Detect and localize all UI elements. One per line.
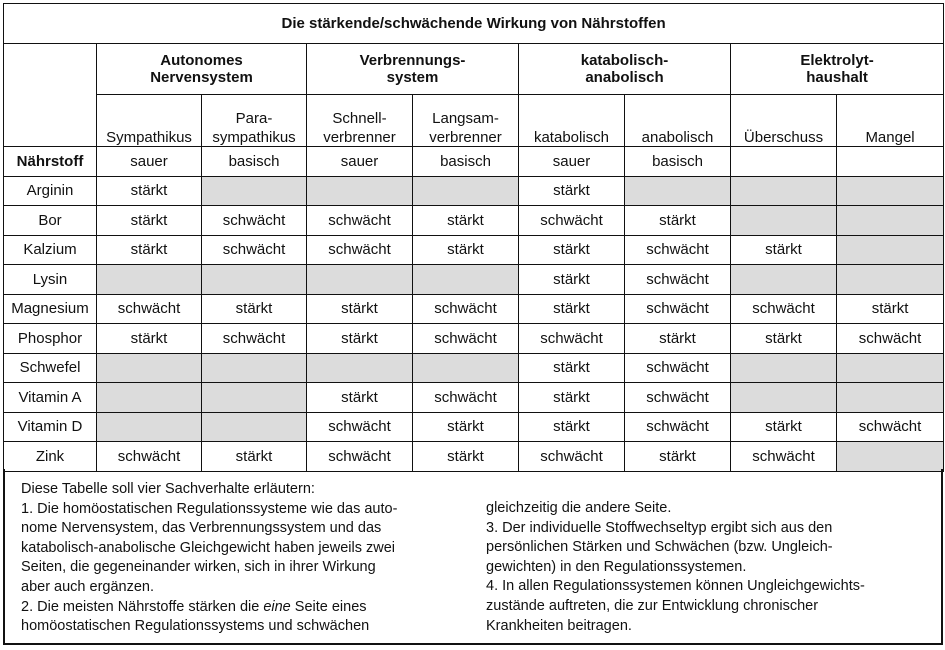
effect-cell: stärkt <box>97 206 202 236</box>
effect-cell: schwächt <box>202 235 307 265</box>
effect-cell: schwächt <box>307 442 413 472</box>
effect-cell <box>97 412 202 442</box>
effect-cell <box>97 265 202 295</box>
table-row <box>4 176 944 206</box>
effect-cell: stärkt <box>307 383 413 413</box>
effect-cell: stärkt <box>413 206 519 236</box>
nutrient-name: Arginin <box>4 176 97 206</box>
effect-cell <box>413 176 519 206</box>
effect-cell <box>202 265 307 295</box>
note-line: Krankheiten beitragen. <box>486 617 632 634</box>
effect-cell: stärkt <box>307 324 413 354</box>
effect-cell <box>731 176 837 206</box>
effect-cell: schwächt <box>837 324 944 354</box>
effect-cell: schwächt <box>413 383 519 413</box>
effect-cell <box>97 353 202 383</box>
nutrient-name: Vitamin D <box>4 412 97 442</box>
effect-cell <box>413 353 519 383</box>
note-line: zustände auftreten, die zur Entwicklung chronischer <box>486 597 819 614</box>
effect-cell: schwächt <box>202 206 307 236</box>
effect-cell: schwächt <box>307 412 413 442</box>
table-row <box>4 412 944 442</box>
effect-cell <box>97 383 202 413</box>
effect-cell: stärkt <box>97 235 202 265</box>
group-header: Verbrennungs- system <box>307 44 519 95</box>
notes-left-column <box>21 480 471 637</box>
effect-cell: stärkt <box>519 235 625 265</box>
effect-cell: schwächt <box>625 383 731 413</box>
effect-cell: stärkt <box>625 206 731 236</box>
group-header: Autonomes Nervensystem <box>97 44 307 95</box>
effect-cell: schwächt <box>307 235 413 265</box>
nutrient-name: Vitamin A <box>4 383 97 413</box>
note-line: gleichzeitig die andere Seite. <box>486 500 672 516</box>
column-header: Mangel <box>837 95 944 147</box>
table-row <box>4 265 944 295</box>
naehrstoff-label: Nährstoff <box>4 147 97 177</box>
column-header: Sympathikus <box>97 95 202 147</box>
effect-cell: stärkt <box>413 235 519 265</box>
table-row <box>4 353 944 383</box>
ph-cell: basisch <box>625 147 731 177</box>
effect-cell: stärkt <box>519 383 625 413</box>
effect-cell: stärkt <box>731 324 837 354</box>
table-row <box>4 442 944 472</box>
ph-cell: basisch <box>202 147 307 177</box>
column-header: Para- sympathikus <box>202 95 307 147</box>
effect-cell <box>307 353 413 383</box>
effect-cell <box>307 265 413 295</box>
effect-cell <box>837 442 944 472</box>
effect-cell: stärkt <box>202 294 307 324</box>
note-line: aber auch ergänzen. <box>21 578 155 595</box>
note-line: Seiten, die gegeneinander wirken, sich in ihrer Wirkung <box>21 559 376 576</box>
effect-cell <box>731 353 837 383</box>
effect-cell <box>731 265 837 295</box>
effect-cell: schwächt <box>731 294 837 324</box>
effect-cell <box>837 206 944 236</box>
effect-cell: stärkt <box>731 235 837 265</box>
note-line: nome Nervensystem, das Verbrennungssystem und das <box>21 520 382 537</box>
notes-panel <box>3 469 943 645</box>
effect-cell: schwächt <box>625 412 731 442</box>
effect-cell: stärkt <box>519 294 625 324</box>
effect-cell: schwächt <box>202 324 307 354</box>
notes-right-column <box>486 499 926 636</box>
effect-cell <box>202 353 307 383</box>
effect-cell: schwächt <box>413 294 519 324</box>
effect-cell: schwächt <box>519 206 625 236</box>
effect-cell: schwächt <box>97 294 202 324</box>
corner-cell <box>4 44 97 147</box>
effect-cell <box>837 265 944 295</box>
table-title: Die stärkende/schwächende Wirkung von Nährstoffen <box>4 4 944 44</box>
group-header: katabolisch- anabolisch <box>519 44 731 95</box>
effect-cell: schwächt <box>519 442 625 472</box>
column-header: katabolisch <box>519 95 625 147</box>
note-line: Diese Tabelle soll vier Sachverhalte erläutern: <box>21 481 315 497</box>
effect-cell: stärkt <box>413 442 519 472</box>
nutrient-name: Bor <box>4 206 97 236</box>
nutrient-effect-table <box>3 3 944 472</box>
effect-cell: stärkt <box>837 294 944 324</box>
note-line: katabolisch-anabolische Gleichgewicht haben jeweils zwei <box>21 539 395 556</box>
nutrient-name: Kalzium <box>4 235 97 265</box>
effect-cell: schwächt <box>837 412 944 442</box>
note-line: 3. Der individuelle Stoffwechseltyp ergibt sich aus den <box>486 519 833 536</box>
note-line: persönlichen Stärken und Schwächen (bzw. Ungleich- <box>486 539 833 556</box>
effect-cell: stärkt <box>97 176 202 206</box>
effect-cell <box>837 176 944 206</box>
effect-cell <box>307 176 413 206</box>
ph-cell: sauer <box>97 147 202 177</box>
ph-cell: sauer <box>519 147 625 177</box>
nutrient-name: Phosphor <box>4 324 97 354</box>
ph-cell <box>731 147 837 177</box>
effect-cell: schwächt <box>625 265 731 295</box>
effect-cell: schwächt <box>731 442 837 472</box>
effect-cell: stärkt <box>519 412 625 442</box>
effect-cell: stärkt <box>625 324 731 354</box>
column-header: Schnell- verbrenner <box>307 95 413 147</box>
effect-cell: stärkt <box>307 294 413 324</box>
effect-cell: schwächt <box>625 235 731 265</box>
nutrient-name: Lysin <box>4 265 97 295</box>
effect-cell: stärkt <box>519 353 625 383</box>
table-row <box>4 294 944 324</box>
column-header: anabolisch <box>625 95 731 147</box>
ph-cell <box>837 147 944 177</box>
effect-cell <box>837 353 944 383</box>
note-line: 4. In allen Regulationssystemen können Ungleichgewichts- <box>486 578 865 595</box>
effect-cell: schwächt <box>97 442 202 472</box>
column-header: Überschuss <box>731 95 837 147</box>
note-line: 1. Die homöostatischen Regulationssysteme wie das auto- <box>21 500 398 517</box>
effect-cell <box>202 412 307 442</box>
effect-cell <box>837 383 944 413</box>
effect-cell <box>202 176 307 206</box>
table-row <box>4 206 944 236</box>
effect-cell: schwächt <box>307 206 413 236</box>
nutrient-name: Schwefel <box>4 353 97 383</box>
effect-cell: stärkt <box>731 412 837 442</box>
effect-cell: stärkt <box>625 442 731 472</box>
table-row <box>4 383 944 413</box>
effect-cell: stärkt <box>519 176 625 206</box>
effect-cell: schwächt <box>625 294 731 324</box>
effect-cell: stärkt <box>413 412 519 442</box>
note-line: homöostatischen Regulationssystems und schwächen <box>21 618 370 635</box>
ph-cell: basisch <box>413 147 519 177</box>
effect-cell <box>625 176 731 206</box>
effect-cell: stärkt <box>519 265 625 295</box>
effect-cell: stärkt <box>202 442 307 472</box>
column-header: Langsam- verbrenner <box>413 95 519 147</box>
effect-cell: schwächt <box>519 324 625 354</box>
ph-cell: sauer <box>307 147 413 177</box>
nutrient-name: Zink <box>4 442 97 472</box>
table-row <box>4 235 944 265</box>
effect-cell <box>202 383 307 413</box>
effect-cell <box>731 206 837 236</box>
note-line: gewichten) in den Regulationssystemen. <box>486 558 747 575</box>
effect-cell <box>731 383 837 413</box>
effect-cell <box>413 265 519 295</box>
effect-cell <box>837 235 944 265</box>
effect-cell: stärkt <box>97 324 202 354</box>
effect-cell: schwächt <box>413 324 519 354</box>
note-line: 2. Die meisten Nährstoffe stärken die eine Seite eines <box>21 598 367 615</box>
nutrient-name: Magnesium <box>4 294 97 324</box>
table-row <box>4 324 944 354</box>
effect-cell: schwächt <box>625 353 731 383</box>
group-header: Elektrolyt- haushalt <box>731 44 944 95</box>
